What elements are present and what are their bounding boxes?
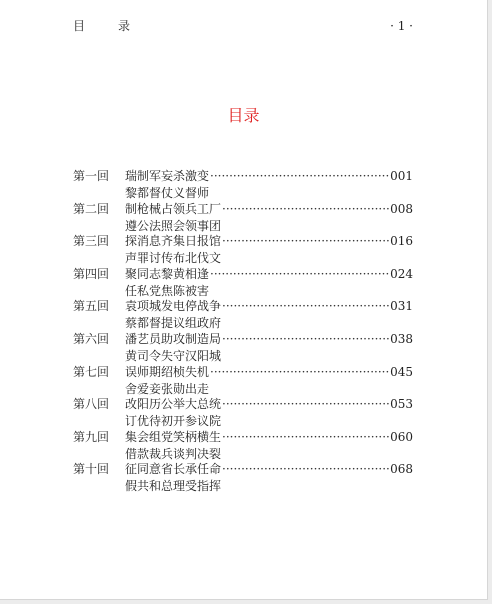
chapter-title-second: 声罪讨传布北伐文: [125, 251, 222, 266]
dot-leader: [210, 364, 389, 381]
toc-entry[interactable]: [73, 233, 413, 266]
chapter-number: 第五回: [73, 299, 110, 314]
chapter-title-second: 假共和总理受指挥: [125, 479, 222, 494]
dot-leader: [222, 461, 389, 478]
toc-entry[interactable]: [73, 396, 413, 429]
toc-line-first: [125, 364, 413, 381]
dot-leader: [210, 266, 389, 283]
chapter-page: 060: [390, 429, 413, 444]
chapter-number: 第八回: [73, 397, 110, 412]
running-header: [73, 17, 413, 35]
dot-leader: [222, 233, 389, 250]
chapter-number: 第一回: [73, 169, 110, 183]
chapter-title-second: 黎都督仗义督师: [125, 186, 210, 200]
toc-line-first: [125, 461, 413, 478]
toc-entry[interactable]: [73, 201, 413, 234]
chapter-title-second: 遵公法照会领事团: [125, 218, 222, 233]
chapter-title-first: 误师期绍桢失机: [125, 364, 210, 379]
chapter-page: 053: [390, 397, 413, 412]
chapter-number: 第六回: [73, 331, 110, 346]
toc-entry[interactable]: [73, 168, 413, 201]
chapter-title-first: 征同意省长承任命: [125, 462, 222, 477]
toc-line-first: [125, 298, 413, 315]
chapter-page: 045: [390, 364, 413, 379]
chapter-number: 第四回: [73, 266, 110, 281]
toc-line-first: [125, 233, 413, 250]
chapter-page: 068: [390, 462, 413, 477]
chapter-title-second: 订优待初开参议院: [125, 414, 222, 429]
chapter-title-second: 任私党焦陈被害: [125, 283, 210, 298]
toc-heading: 目录: [227, 106, 260, 125]
toc-entry[interactable]: [73, 298, 413, 331]
dot-leader: [222, 429, 389, 446]
chapter-page: 001: [390, 169, 413, 183]
page-number: · 1 ·: [390, 19, 413, 33]
chapter-number: 第七回: [73, 364, 110, 379]
toc-line-first: [125, 331, 413, 348]
chapter-page: 024: [390, 266, 413, 281]
running-title: 目录: [73, 19, 164, 33]
chapter-title-first: 探消息齐集日报馆: [125, 234, 222, 249]
toc-entry[interactable]: [73, 266, 413, 299]
chapter-page: 031: [390, 299, 413, 314]
chapter-title-second: 借款裁兵谈判决裂: [125, 446, 222, 461]
chapter-title-first: 袁项城发电停战争: [125, 299, 222, 314]
chapter-title-first: 潘艺员助攻制造局: [125, 331, 222, 346]
chapter-title-second: 黄司令失守汉阳城: [125, 348, 222, 363]
toc-line-first: [125, 168, 413, 185]
dot-leader: [210, 168, 389, 185]
toc-entry[interactable]: [73, 429, 413, 462]
toc-entry[interactable]: [73, 331, 413, 364]
dot-leader: [222, 396, 389, 413]
chapter-page: 008: [390, 201, 413, 216]
chapter-page: 038: [390, 331, 413, 346]
toc-list: [73, 168, 413, 494]
toc-line-first: [125, 429, 413, 446]
dot-leader: [222, 331, 389, 348]
chapter-number: 第十回: [73, 462, 110, 477]
dot-leader: [222, 298, 389, 315]
chapter-title-second: 蔡都督提议组政府: [125, 316, 222, 331]
chapter-number: 第九回: [73, 429, 110, 444]
chapter-title-first: 集会组党笑柄横生: [125, 429, 222, 444]
chapter-page: 016: [390, 234, 413, 249]
chapter-number: 第三回: [73, 234, 110, 249]
toc-line-first: [125, 201, 413, 218]
dot-leader: [222, 201, 389, 218]
chapter-title-second: 舍爱妾张勋出走: [125, 381, 210, 396]
chapter-title-first: 瑞制军妄杀激变: [125, 169, 210, 183]
toc-line-first: [125, 396, 413, 413]
toc-line-first: [125, 266, 413, 283]
chapter-title-first: 改阳历公举大总统: [125, 397, 222, 412]
toc-entry[interactable]: [73, 461, 413, 494]
toc-entry[interactable]: [73, 364, 413, 397]
chapter-number: 第二回: [73, 201, 110, 216]
chapter-title-first: 聚同志黎黄相逢: [125, 266, 210, 281]
chapter-title-first: 制枪械占领兵工厂: [125, 201, 222, 216]
